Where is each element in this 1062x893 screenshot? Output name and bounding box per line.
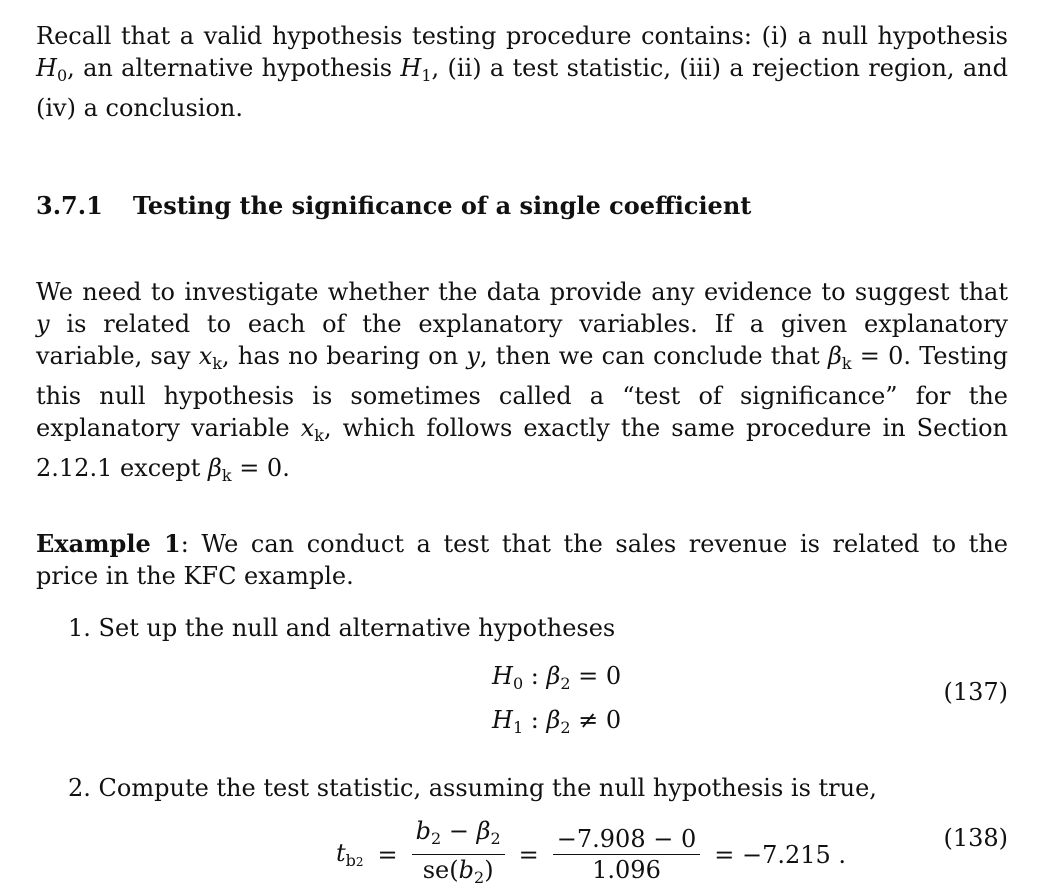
document-page xyxy=(36,20,1008,892)
denominator-value: 1.096 xyxy=(592,856,661,884)
equation-number: (138) xyxy=(943,824,1008,852)
numerator-value: −7.908 − 0 xyxy=(553,824,700,855)
equation-137 xyxy=(36,644,1008,744)
alt-hypothesis: $H_1$ : $\beta_2 \ne 0$ xyxy=(492,706,622,737)
fraction-numeric xyxy=(553,824,700,885)
step-number: 2. xyxy=(68,774,91,802)
example-label: Example 1 xyxy=(36,529,181,558)
null-hypothesis: $H_0$ : $\beta_2 = 0$ xyxy=(492,662,622,693)
step-text: Compute the test statistic, assuming the null hypothesis is true, xyxy=(98,774,877,802)
result-value: = −7.215 . xyxy=(714,840,847,869)
intro-paragraph: Recall that a valid hypothesis testing procedure contains: (i) a null hypothesis $H_0$, an alternative hypothesis $H_1$, (ii) a test statistic, (iii) a rejection region, and (iv) a conclusion. xyxy=(36,22,1008,122)
step-number: 1. xyxy=(68,614,91,642)
example-text: : We can conduct a test that the sales revenue is related to the price in the KFC example. xyxy=(36,530,1008,590)
section-heading xyxy=(36,191,1008,220)
body-paragraph: We need to investigate whether the data provide any evidence to suggest that y is related to each of the explanatory variables. If a given explanatory variable, say $x_k$, has no bearing on y, then we can conclude that $\beta_k = 0$. Testing this null hypothesis is sometimes called a “test of significance” for the explanatory variable $x_k$, which follows exactly the same procedure in Section 2.12.1 except $\beta_k = 0$. xyxy=(36,278,1009,485)
fraction-general: $\frac{b_2 - \beta_2}{se(b_2)}$ xyxy=(412,816,505,893)
section-title: Testing the significance of a single coefficient xyxy=(132,191,752,220)
equation-138: $t_{b2}$ = $\frac{b_2 - \beta_2}{se(b_2)}$ = $\frac{-7.908 - 0}{1.096}$ = −7.215 . (138) xyxy=(36,816,1008,892)
list-item xyxy=(68,612,1008,644)
example-paragraph xyxy=(36,528,1008,592)
equation-number: (137) xyxy=(943,678,1008,706)
list-item xyxy=(68,772,1008,804)
step-text: Set up the null and alternative hypotheses xyxy=(98,614,616,642)
section-number: 3.7.1 xyxy=(36,191,103,220)
test-statistic-symbol: $t_{b2}$ xyxy=(336,839,364,870)
